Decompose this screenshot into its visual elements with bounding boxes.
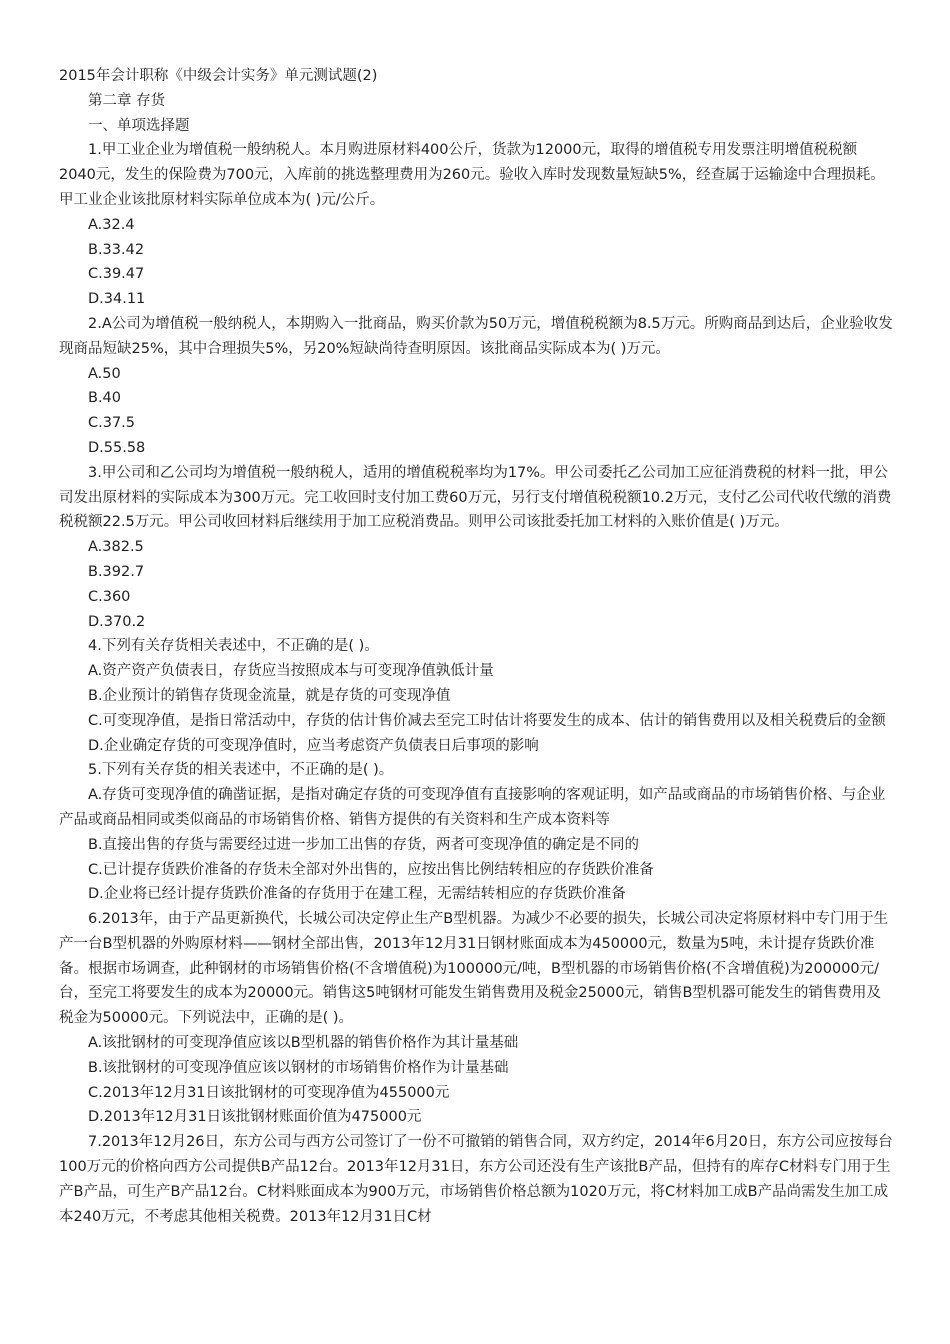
answer-option: D.370.2 [88,613,146,630]
answer-option: C.37.5 [88,415,136,432]
answer-option: A.存货可变现净值的确凿证据，是指对确定存货的可变现净值有直接影响的客观证明，如产品或商品的市场销售价格、与企业产品或商品相同或类似商品的市场销售价格、销售方提供的有关资料和生产成本资料等 [59,787,886,828]
answer-option: D.55.58 [88,439,146,456]
document-title: 2015年会计职称《中级会计实务》单元测试题(2) [59,68,378,84]
section-heading: 一、单项选择题 [88,117,190,134]
answer-option: B.直接出售的存货与需要经过进一步加工出售的存货，两者可变现净值的确定是不同的 [88,836,640,853]
question-stem: 7.2013年12月26日，东方公司与西方公司签订了一份不可撤销的销售合同，双方约定，2014年6月20日，东方公司应按每台100万元的价格向西方公司提供B产品12台。2013年12月31日，东方公司还没有生产该批B产品，但持有的库存C材料专门用于生产B产品，可生产B产品12台。C材料账面成本为900万元，市场销售价格总额为1020万元，将C材料加工成B产品尚需发生加工成本240万元，不考虑其他相关税费。2013年12月31日C材 [59,1134,893,1225]
answer-option: D.企业确定存货的可变现净值时，应当考虑资产负债表日后事项的影响 [88,737,539,754]
question-stem: 3.甲公司和乙公司均为增值税一般纳税人，适用的增值税税率均为17%。甲公司委托乙公司加工应征消费税的材料一批，甲公司发出原材料的实际成本为300万元。完工收回时支付加工费60万元，另行支付增值税税额10.2万元，支付乙公司代收代缴的消费税税额22.5万元。甲公司收回材料后继续用于加工应税消费品。则甲公司该批委托加工材料的入账价值是( )万元。 [59,464,892,531]
answer-option: D.2013年12月31日该批钢材账面价值为475000元 [88,1109,422,1126]
document-body [59,64,893,1229]
answer-option: A.50 [88,365,121,382]
answer-option: C.可变现净值，是指日常活动中，存货的估计售价减去至完工时估计将要发生的成本、估计的销售费用以及相关税费后的金额 [88,712,886,729]
answer-option: B.33.42 [88,241,145,258]
answer-option: B.392.7 [88,563,145,580]
chapter-heading: 第二章 存货 [88,92,166,109]
question-stem: 1.甲工业企业为增值税一般纳税人。本月购进原材料400公斤，货款为12000元，取得的增值税专用发票注明增值税税额2040元，发生的保险费为700元，入库前的挑选整理费用为260元。验收入库时发现数量短缺5%，经查属于运输途中合理损耗。甲工业企业该批原材料实际单位成本为( )元/公斤。 [59,142,885,208]
question-stem: 6.2013年，由于产品更新换代，长城公司决定停止生产B型机器。为减少不必要的损失，长城公司决定将原材料中专门用于生产一台B型机器的外购原材料——钢材全部出售，2013年12月31日钢材账面成本为450000元，数量为5吨，未计提存货跌价准备。根据市场调查，此种钢材的市场销售价格(不含增值税)为100000元/吨，B型机器的市场销售价格(不含增值税)为200000元/台，至完工将要发生的成本为20000元。销售这5吨钢材可能发生销售费用及税金25000元，销售B型机器可能发生的销售费用及税金为50000元。下列说法中，正确的是( )。 [59,911,889,1027]
answer-option: A.该批钢材的可变现净值应该以B型机器的销售价格作为其计量基础 [88,1035,519,1052]
answer-option: C.已计提存货跌价准备的存货未全部对外出售的，应按出售比例结转相应的存货跌价准备 [88,861,654,878]
answer-option: C.360 [88,588,131,605]
answer-option: A.32.4 [88,216,135,233]
question-stem: 2.A公司为增值税一般纳税人，本期购入一批商品，购买价款为50万元，增值税税额为8.5万元。所购商品到达后，企业验收发现商品短缺25%，其中合理损失5%，另20%短缺尚待查明原因。该批商品实际成本为( )万元。 [59,315,893,357]
question-list [59,138,893,1229]
question-stem: 4.下列有关存货相关表述中，不正确的是( )。 [88,638,379,655]
answer-option: A.382.5 [88,539,144,556]
answer-option: C.39.47 [88,266,145,283]
answer-option: B.企业预计的销售存货现金流量，就是存货的可变现净值 [88,687,451,704]
question-stem: 5.下列有关存货的相关表述中，不正确的是( )。 [88,762,394,779]
answer-option: A.资产资产负债表日，存货应当按照成本与可变现净值孰低计量 [88,663,494,680]
answer-option: B.40 [88,390,122,407]
answer-option: C.2013年12月31日该批钢材的可变现净值为455000元 [88,1084,450,1101]
answer-option: D.34.11 [88,291,146,308]
answer-option: B.该批钢材的可变现净值应该以钢材的市场销售价格作为计量基础 [88,1059,509,1076]
answer-option: D.企业将已经计提存货跌价准备的存货用于在建工程，无需结转相应的存货跌价准备 [88,886,626,903]
